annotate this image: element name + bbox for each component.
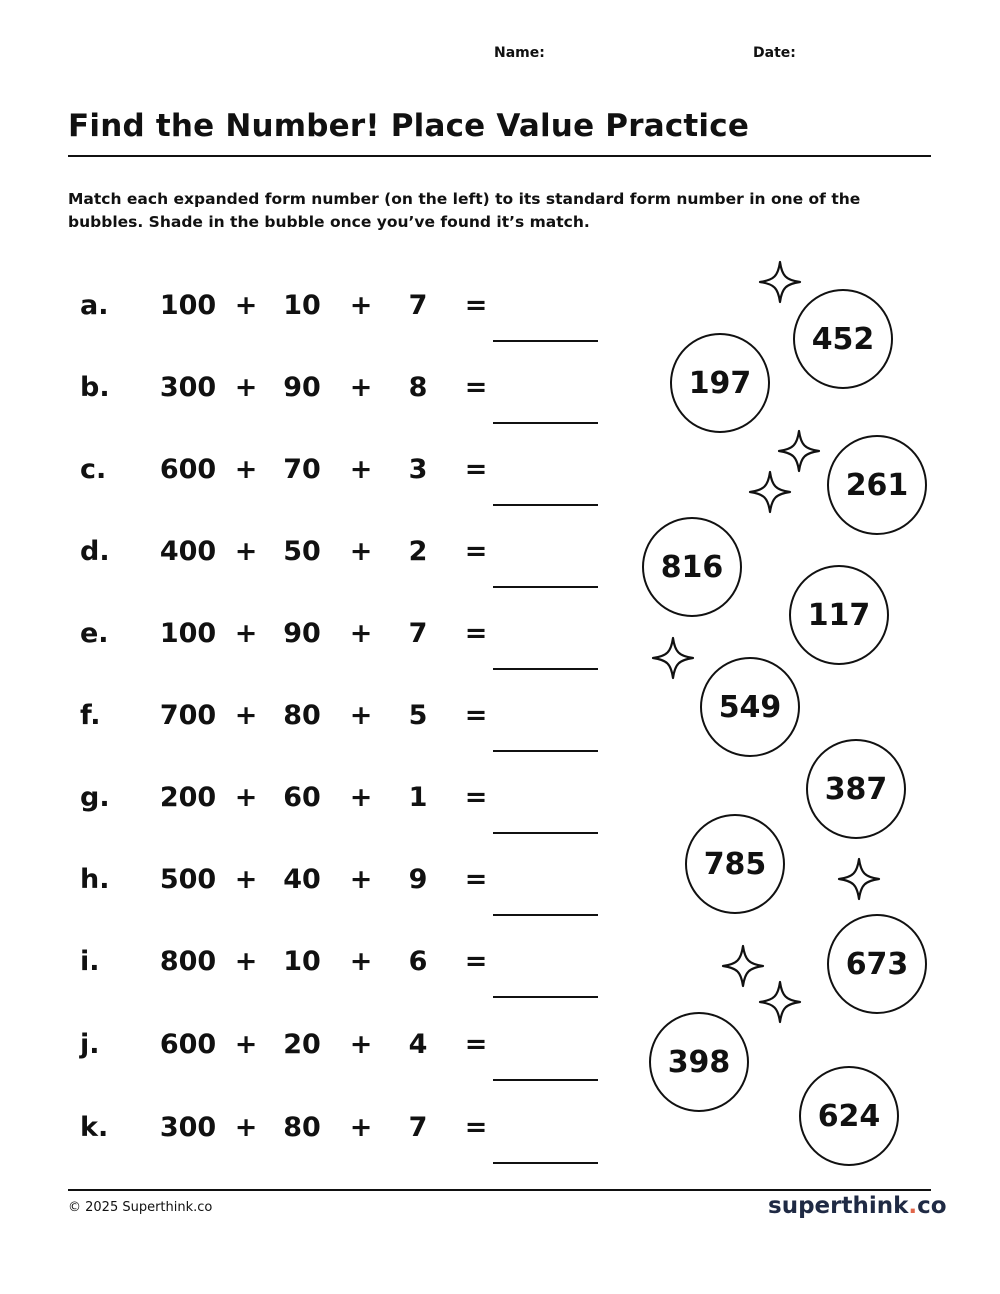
tens-value: 80 bbox=[283, 1112, 321, 1143]
equals-sign: = bbox=[464, 1029, 488, 1060]
sparkle-icon bbox=[837, 857, 881, 901]
equals-sign: = bbox=[464, 864, 488, 895]
brand-name: superthink bbox=[768, 1193, 909, 1219]
equals-sign: = bbox=[464, 700, 488, 731]
equals-sign: = bbox=[464, 290, 488, 321]
plus-sign: + bbox=[234, 700, 258, 731]
problem-letter: b. bbox=[80, 372, 110, 403]
equals-sign: = bbox=[464, 372, 488, 403]
problem-row bbox=[0, 450, 620, 510]
problem-row bbox=[0, 696, 620, 756]
tens-value: 60 bbox=[283, 782, 321, 813]
ones-value: 3 bbox=[408, 454, 428, 485]
name-label: Name: bbox=[494, 45, 545, 61]
plus-sign: + bbox=[234, 864, 258, 895]
ones-value: 2 bbox=[408, 536, 428, 567]
tens-value: 50 bbox=[283, 536, 321, 567]
answer-blank[interactable] bbox=[493, 668, 598, 670]
plus-sign: + bbox=[349, 1029, 373, 1060]
problem-row bbox=[0, 286, 620, 346]
problem-letter: a. bbox=[80, 290, 109, 321]
title-divider bbox=[68, 155, 931, 157]
ones-value: 6 bbox=[408, 946, 428, 977]
answer-blank[interactable] bbox=[493, 504, 598, 506]
plus-sign: + bbox=[234, 372, 258, 403]
page-title: Find the Number! Place Value Practice bbox=[68, 108, 750, 144]
answer-blank[interactable] bbox=[493, 914, 598, 916]
plus-sign: + bbox=[234, 946, 258, 977]
ones-value: 7 bbox=[408, 290, 428, 321]
brand-tld: co bbox=[917, 1193, 947, 1219]
answer-bubble[interactable]: 785 bbox=[685, 814, 785, 914]
answer-blank[interactable] bbox=[493, 832, 598, 834]
plus-sign: + bbox=[349, 290, 373, 321]
plus-sign: + bbox=[234, 454, 258, 485]
tens-value: 90 bbox=[283, 372, 321, 403]
ones-value: 7 bbox=[408, 618, 428, 649]
plus-sign: + bbox=[234, 536, 258, 567]
brand-dot: . bbox=[908, 1193, 918, 1219]
problem-letter: k. bbox=[80, 1112, 109, 1143]
problem-letter: e. bbox=[80, 618, 109, 649]
ones-value: 9 bbox=[408, 864, 428, 895]
sparkle-icon bbox=[758, 260, 802, 304]
plus-sign: + bbox=[349, 782, 373, 813]
tens-value: 80 bbox=[283, 700, 321, 731]
plus-sign: + bbox=[349, 700, 373, 731]
equals-sign: = bbox=[464, 1112, 488, 1143]
equals-sign: = bbox=[464, 536, 488, 567]
answer-blank[interactable] bbox=[493, 586, 598, 588]
hundreds-value: 500 bbox=[159, 864, 217, 895]
tens-value: 20 bbox=[283, 1029, 321, 1060]
answer-bubble[interactable]: 398 bbox=[649, 1012, 749, 1112]
answer-blank[interactable] bbox=[493, 422, 598, 424]
answer-bubble[interactable]: 816 bbox=[642, 517, 742, 617]
plus-sign: + bbox=[349, 536, 373, 567]
hundreds-value: 600 bbox=[159, 454, 217, 485]
sparkle-icon bbox=[748, 470, 792, 514]
plus-sign: + bbox=[234, 290, 258, 321]
sparkle-icon bbox=[758, 980, 802, 1024]
sparkle-icon bbox=[777, 429, 821, 473]
equals-sign: = bbox=[464, 782, 488, 813]
hundreds-value: 400 bbox=[159, 536, 217, 567]
hundreds-value: 200 bbox=[159, 782, 217, 813]
ones-value: 7 bbox=[408, 1112, 428, 1143]
ones-value: 8 bbox=[408, 372, 428, 403]
hundreds-value: 100 bbox=[159, 618, 217, 649]
answer-blank[interactable] bbox=[493, 1079, 598, 1081]
plus-sign: + bbox=[234, 618, 258, 649]
plus-sign: + bbox=[234, 782, 258, 813]
answer-bubble[interactable]: 549 bbox=[700, 657, 800, 757]
plus-sign: + bbox=[349, 454, 373, 485]
answer-blank[interactable] bbox=[493, 340, 598, 342]
tens-value: 10 bbox=[283, 290, 321, 321]
tens-value: 40 bbox=[283, 864, 321, 895]
problem-letter: j. bbox=[80, 1029, 100, 1060]
answer-bubble[interactable]: 624 bbox=[799, 1066, 899, 1166]
hundreds-value: 300 bbox=[159, 1112, 217, 1143]
problem-row bbox=[0, 778, 620, 838]
ones-value: 5 bbox=[408, 700, 428, 731]
problem-row bbox=[0, 942, 620, 1002]
answer-bubble[interactable]: 261 bbox=[827, 435, 927, 535]
footer-divider bbox=[68, 1189, 931, 1191]
hundreds-value: 600 bbox=[159, 1029, 217, 1060]
equals-sign: = bbox=[464, 618, 488, 649]
answer-bubble[interactable]: 673 bbox=[827, 914, 927, 1014]
equals-sign: = bbox=[464, 454, 488, 485]
problem-letter: f. bbox=[80, 700, 101, 731]
instructions: Match each expanded form number (on the left) to its standard form number in one of the bubbles. Shade in the bubble once you’ve found it’s match. bbox=[68, 190, 861, 231]
hundreds-value: 300 bbox=[159, 372, 217, 403]
problem-row bbox=[0, 368, 620, 428]
plus-sign: + bbox=[349, 864, 373, 895]
problem-letter: g. bbox=[80, 782, 110, 813]
answer-bubble[interactable]: 387 bbox=[806, 739, 906, 839]
hundreds-value: 800 bbox=[159, 946, 217, 977]
problem-letter: i. bbox=[80, 946, 100, 977]
answer-blank[interactable] bbox=[493, 1162, 598, 1164]
plus-sign: + bbox=[234, 1029, 258, 1060]
date-label: Date: bbox=[753, 45, 796, 61]
problem-row bbox=[0, 860, 620, 920]
problem-row bbox=[0, 614, 620, 674]
sparkle-icon bbox=[651, 636, 695, 680]
plus-sign: + bbox=[349, 1112, 373, 1143]
answer-blank[interactable] bbox=[493, 750, 598, 752]
brand-logo bbox=[768, 1193, 947, 1219]
plus-sign: + bbox=[234, 1112, 258, 1143]
problem-letter: c. bbox=[80, 454, 107, 485]
plus-sign: + bbox=[349, 946, 373, 977]
answer-bubble[interactable]: 452 bbox=[793, 289, 893, 389]
answer-bubble[interactable]: 117 bbox=[789, 565, 889, 665]
problem-row bbox=[0, 1025, 620, 1085]
equals-sign: = bbox=[464, 946, 488, 977]
problem-letter: h. bbox=[80, 864, 110, 895]
plus-sign: + bbox=[349, 618, 373, 649]
copyright: © 2025 Superthink.co bbox=[68, 1200, 213, 1215]
problem-row bbox=[0, 1108, 620, 1168]
hundreds-value: 100 bbox=[159, 290, 217, 321]
tens-value: 90 bbox=[283, 618, 321, 649]
tens-value: 70 bbox=[283, 454, 321, 485]
plus-sign: + bbox=[349, 372, 373, 403]
problem-letter: d. bbox=[80, 536, 110, 567]
answer-bubble[interactable]: 197 bbox=[670, 333, 770, 433]
problem-row bbox=[0, 532, 620, 592]
ones-value: 1 bbox=[408, 782, 428, 813]
answer-blank[interactable] bbox=[493, 996, 598, 998]
tens-value: 10 bbox=[283, 946, 321, 977]
hundreds-value: 700 bbox=[159, 700, 217, 731]
ones-value: 4 bbox=[408, 1029, 428, 1060]
